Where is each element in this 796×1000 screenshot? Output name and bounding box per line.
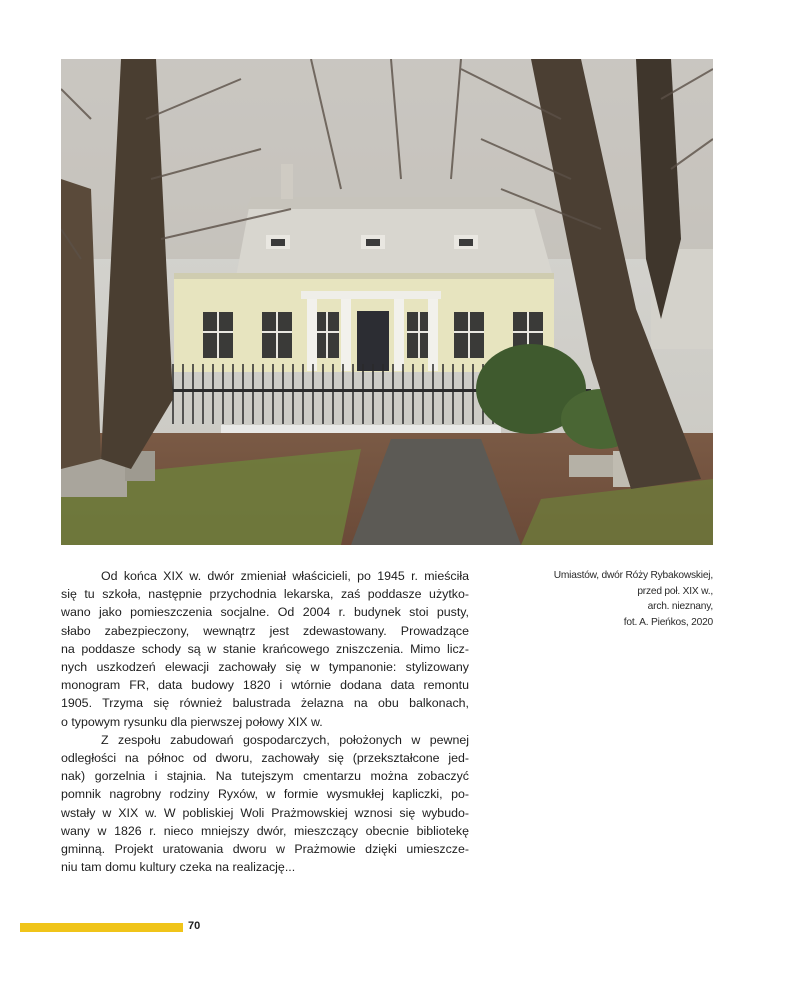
caption-line: Umiastów, dwór Róży Rybakowskiej,: [553, 570, 713, 581]
body-line: wano jako pomieszczenia socjalne. Od 2004 r. budynek stoi pusty,: [61, 605, 469, 620]
body-line: 1905. Trzyma się również balustrada żelazna na obu balkonach,: [61, 696, 469, 711]
caption-line: przed poł. XIX w.,: [637, 585, 713, 597]
body-text: [61, 567, 469, 876]
manor-house-photo: [61, 59, 713, 545]
footer-accent-bar: [20, 923, 183, 932]
body-line: Z zespołu zabudowań gospodarczych, położonych w pewnej: [101, 732, 469, 747]
body-line: nak) gorzelnia i stajnia. Na tutejszym cmentarzu można zobaczyć: [61, 769, 469, 784]
body-line: na poddasze schody są w stanie krańcowego zniszczenia. Mimo licz-: [61, 641, 469, 656]
body-line: pomnik nagrobny rodziny Ryxów, w formie wysmukłej kapliczki, po-: [61, 787, 469, 802]
body-line: gminną. Projekt uratowania dworu w Prażmowie dzięki umieszcze-: [61, 842, 469, 857]
photo-caption: [520, 568, 713, 630]
body-line: niu tam domu kultury czeka na realizację...: [61, 860, 296, 875]
body-line: odległości na północ od dworu, zachowały się (przekształcone jed-: [61, 751, 469, 766]
caption-line: arch. nieznany,: [647, 601, 713, 612]
body-line: o typowym rysunku dla pierwszej połowy XIX w.: [61, 714, 323, 729]
body-line: wstały w XIX w. W pobliskiej Woli Prażmowskiej wznosi się wybudo-: [61, 805, 469, 820]
body-line: monogram FR, data budowy 1820 i wtórnie dodana data remontu: [61, 678, 469, 693]
body-line: słabo zabezpieczony, wewnątrz jest zdewastowany. Prowadzące: [61, 623, 469, 638]
page-number: 70: [188, 920, 201, 932]
body-line: się tu szkoła, następnie przychodnia lekarska, zaś poddasze użytko-: [61, 587, 469, 602]
body-line: wany w 1826 r. nieco mniejszy dwór, mieszczący obecnie bibliotekę: [61, 823, 469, 838]
body-line: nych uszkodzeń elewacji zachowały się w tympanonie: stylizowany: [61, 660, 469, 675]
body-line: Od końca XIX w. dwór zmieniał właścicieli, po 1945 r. mieściła: [101, 569, 469, 583]
caption-line: fot. A. Pieńkos, 2020: [623, 616, 713, 628]
